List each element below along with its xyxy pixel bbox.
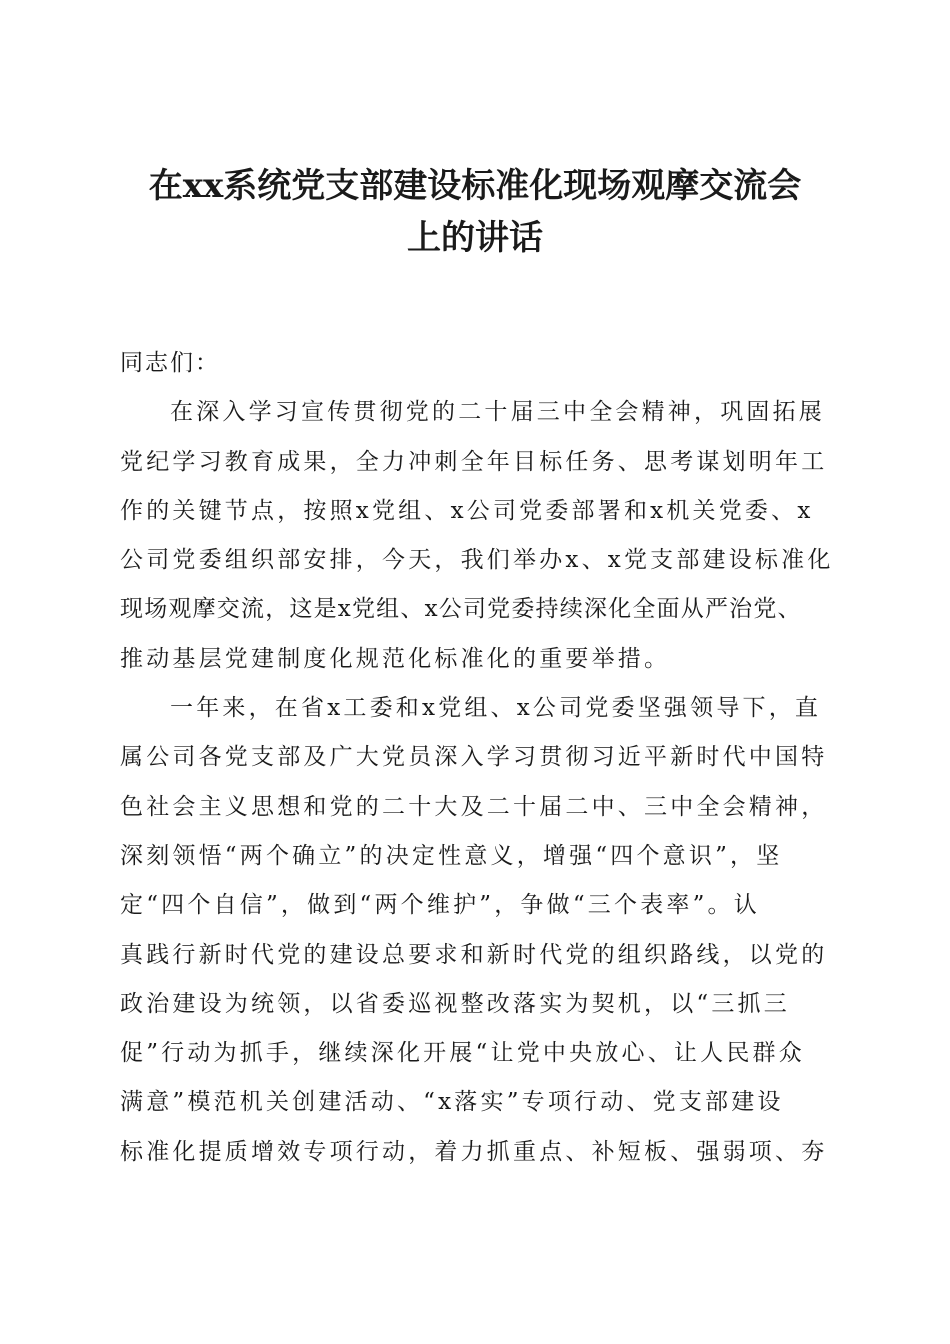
paragraph-1-line-4: 公司党委组织部安排，今天，我们举办x、x党支部建设标准化 [120, 547, 834, 574]
paragraph-1-line-5: 现场观摩交流，这是x党组、x公司党委持续深化全面从严治党、 [120, 596, 802, 623]
paragraph-2-line-7: 政治建设为统领，以省委巡视整改落实为契机，以“三抓三 [120, 990, 790, 1017]
paragraph-1-line-2: 党纪学习教育成果，全力冲刺全年目标任务、思考谋划明年工 [120, 448, 828, 475]
paragraph-2-line-9: 满意”模范机关创建活动、“x落实”专项行动、党支部建设 [120, 1089, 784, 1116]
paragraph-2-line-3: 色社会主义思想和党的二十大及二十届二中、三中全会精神， [120, 793, 828, 820]
paragraph-1-line-3: 作的关键节点，按照x党组、x公司党委部署和x机关党委、x [120, 497, 814, 524]
paragraph-2-line-4: 深刻领悟“两个确立”的决定性意义，增强“四个意识”，坚 [120, 842, 783, 869]
title-line-2: 上的讲话 [407, 218, 543, 258]
salutation: 同志们： [120, 350, 220, 376]
title-line-1: 在xx系统党支部建设标准化现场观摩交流会 [148, 166, 802, 206]
paragraph-1-line-6: 推动基层党建制度化规范化标准化的重要举措。 [120, 645, 671, 672]
paragraph-2-line-10: 标准化提质增效专项行动，着力抓重点、补短板、强弱项、夯 [120, 1138, 828, 1165]
paragraph-2-line-5: 定“四个自信”，做到“两个维护”，争做“三个表率”。认 [120, 892, 760, 919]
paragraph-1-line-1: 在深入学习宣传贯彻党的二十届三中全会精神，巩固拓展 [170, 399, 825, 426]
document-title [110, 160, 840, 264]
paragraph-2-line-1: 一年来，在省x工委和x党组、x公司党委坚强领导下，直 [170, 695, 822, 722]
paragraph-2-line-2: 属公司各党支部及广大党员深入学习贯彻习近平新时代中国特 [120, 744, 828, 771]
paragraph-2-line-8: 促”行动为抓手，继续深化开展“让党中央放心、让人民群众 [120, 1040, 805, 1067]
paragraph-2-line-6: 真践行新时代党的建设总要求和新时代党的组织路线，以党的 [120, 941, 828, 968]
document-body [120, 339, 840, 1177]
